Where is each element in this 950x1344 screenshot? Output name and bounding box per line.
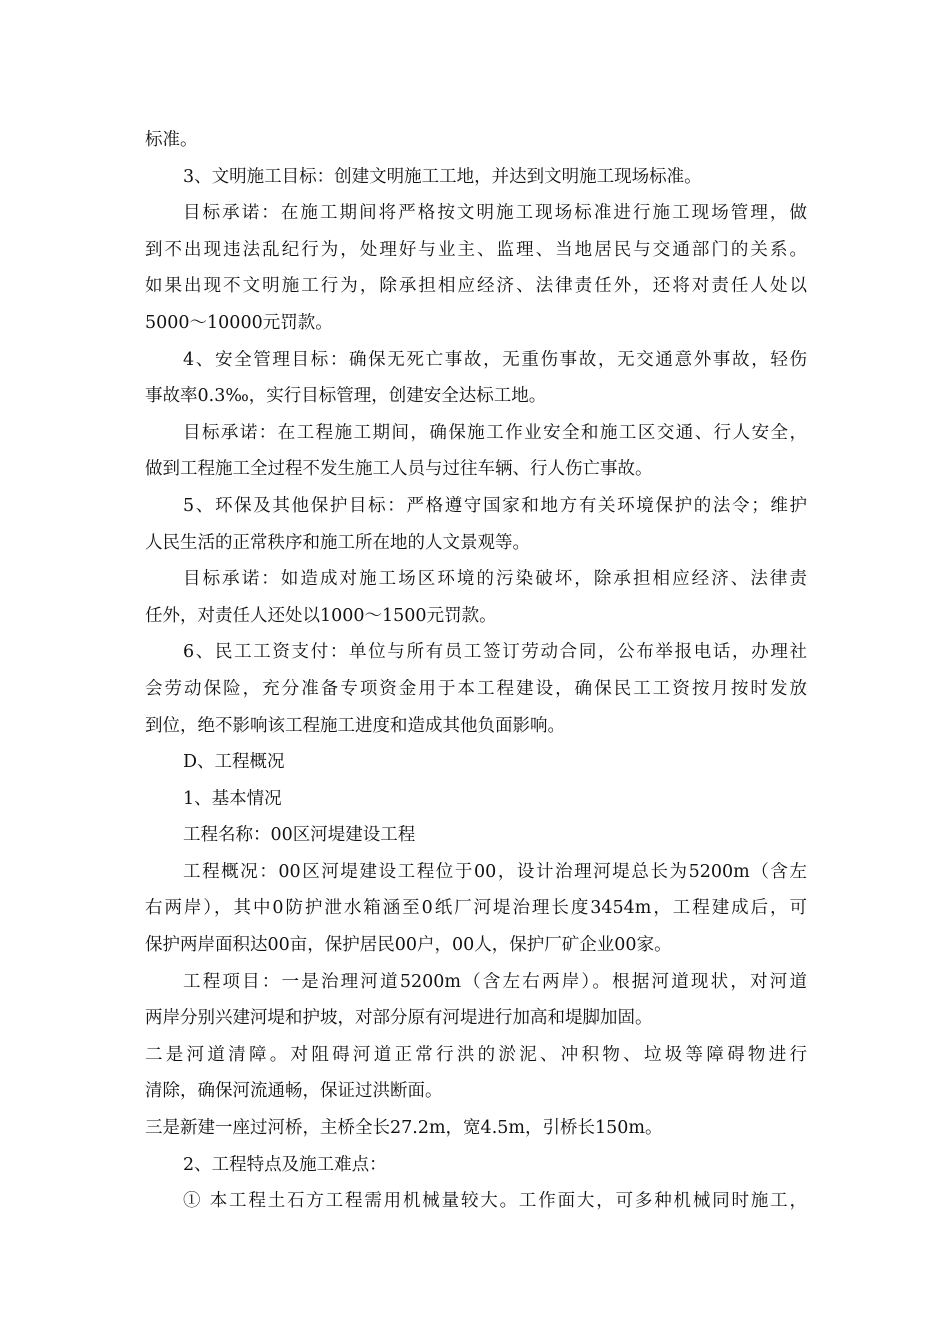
text-line: 事故率0.3‰，实行目标管理，创建安全达标工地。 xyxy=(145,386,547,407)
text-line: ① 本工程土石方工程需用机械量较大。工作面大，可多种机械同时施工， xyxy=(183,1191,807,1212)
text-line: 标准。 xyxy=(145,130,198,150)
text-line: 5、环保及其他保护目标：严格遵守国家和地方有关环境保护的法令；维护 xyxy=(183,495,807,516)
text-line: 两岸分别兴建河堤和护坡，对部分原有河堤进行加高和堤脚加固。 xyxy=(145,1008,653,1029)
text-line: 工程项目：一是治理河道5200m（含左右两岸）。根据河道现状，对河道 xyxy=(183,971,807,992)
text-line: 1、基本情况 xyxy=(183,788,282,809)
text-line: 工程概况：00区河堤建设工程位于00，设计治理河堤总长为5200m（含左 xyxy=(183,861,807,882)
text-line: 目标承诺：在工程施工期间，确保施工作业安全和施工区交通、行人安全， xyxy=(183,422,807,443)
text-line: D、工程概况 xyxy=(183,752,285,773)
text-line: 6、民工工资支付：单位与所有员工签订劳动合同，公布举报电话，办理社 xyxy=(183,642,807,663)
text-line: 保护两岸面积达00亩，保护居民00户，00人，保护厂矿企业00家。 xyxy=(145,935,672,956)
text-line: 目标承诺：在施工期间将严格按文明施工现场标准进行施工现场管理，做 xyxy=(183,203,807,224)
text-line: 4、安全管理目标：确保无死亡事故，无重伤事故，无交通意外事故，轻伤 xyxy=(183,349,807,370)
text-line: 5000～10000元罚款。 xyxy=(145,312,333,333)
text-line: 任外，对责任人还处以1000～1500元罚款。 xyxy=(145,605,497,626)
text-line: 做到工程施工全过程不发生施工人员与过往车辆、行人伤亡事故。 xyxy=(145,459,653,480)
text-line: 三是新建一座过河桥，主桥全长27.2m，宽4.5m，引桥长150m。 xyxy=(145,1118,663,1139)
text-line: 如果出现不文明施工行为，除承担相应经济、法律责任外，还将对责任人处以 xyxy=(145,276,807,297)
document-body xyxy=(145,122,807,1220)
text-line: 3、文明施工目标：创建文明施工工地，并达到文明施工现场标准。 xyxy=(183,166,702,187)
text-line: 人民生活的正常秩序和施工所在地的人文景观等。 xyxy=(145,532,530,553)
text-line: 右两岸），其中0防护泄水箱涵至0纸厂河堤治理长度3454m，工程建成后，可 xyxy=(145,898,807,919)
text-line: 目标承诺：如造成对施工场区环境的污染破坏，除承担相应经济、法律责 xyxy=(183,569,807,590)
text-line: 会劳动保险，充分准备专项资金用于本工程建设，确保民工工资按月按时发放 xyxy=(145,678,807,699)
text-line: 二是河道清障。对阻碍河道正常行洪的淤泥、冲积物、垃圾等障碍物进行 xyxy=(145,1044,807,1065)
text-line: 到不出现违法乱纪行为，处理好与业主、监理、当地居民与交通部门的关系。 xyxy=(145,239,807,260)
text-line: 清除，确保河流通畅，保证过洪断面。 xyxy=(145,1081,443,1102)
text-line: 工程名称：00区河堤建设工程 xyxy=(183,825,416,846)
text-line: 2、工程特点及施工难点： xyxy=(183,1154,387,1175)
text-line: 到位，绝不影响该工程施工进度和造成其他负面影响。 xyxy=(145,715,565,736)
